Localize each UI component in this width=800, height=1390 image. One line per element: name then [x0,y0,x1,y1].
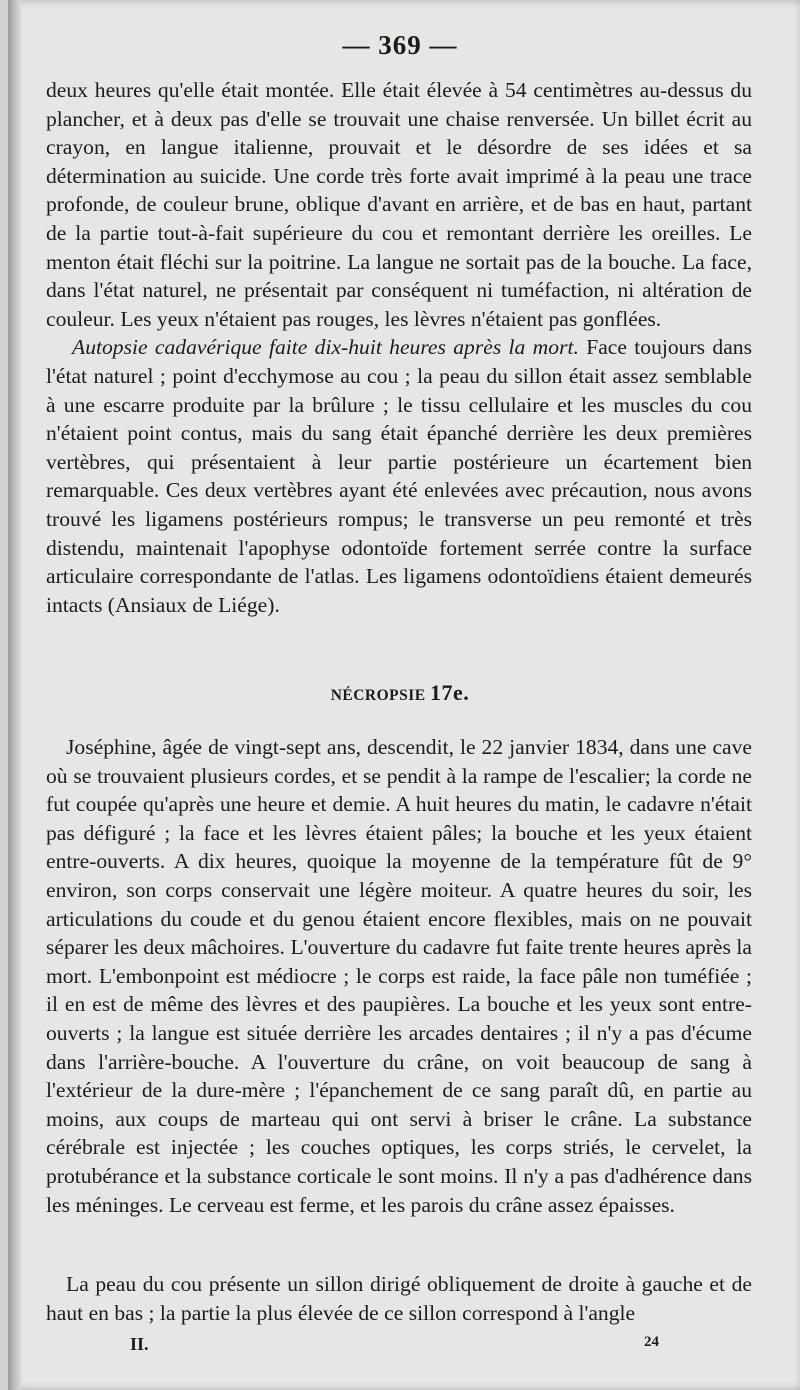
section-heading [0,680,800,706]
section-heading-number: 17e. [430,680,470,705]
section-heading-label: NÉCROPSIE [330,687,426,704]
paragraph-2-italic: Autopsie cadavérique faite dix-huit heures après la mort. [72,335,579,360]
page-number: — 369 — [342,30,458,60]
paragraph-2 [46,333,752,619]
paragraph-2-rest: Face toujours dans l'état naturel ; point d'ecchymose au cou ; la peau du sillon était assez semblable à une escarre produite par la brûlure ; le tissu cellulaire et les muscles du cou n'étaient point contus, mais du sang était épanché derrière les deux premières vertèbres, qui présentaient à leur partie postérieure un écartement bien remarquable. Ces deux vertèbres ayant été enlevées avec précaution, nous avons trouvé les ligamens postérieurs rompus; le transverse un peu remonté et très distendu, maintenait l'apophyse odontoïde fortement serrée contre la surface articulaire correspondante de l'atlas. Les ligamens odontoïdiens étaient demeurés intacts (Ansiaux de Liége). [46,335,752,617]
text-block-middle [46,733,752,1219]
footer-signature: 24 [644,1334,659,1350]
text-block-bottom [46,1270,752,1327]
paragraph-4: La peau du cou présente un sillon dirigé obliquement de droite à gauche et de haut en bas ; la partie la plus élevée de ce sillon correspond à l'angle [46,1272,752,1325]
paragraph-1: deux heures qu'elle était montée. Elle était élevée à 54 centimètres au-dessus du plancher, et à deux pas d'elle se trouvait une chaise renversée. Un billet écrit au crayon, en langue italienne, prouvait et le désordre de ses idées et sa détermination au suicide. Une corde très forte avait imprimé à la peau une trace profonde, de couleur brune, oblique d'avant en arrière, et de bas en haut, partant de la partie tout-à-fait supérieure du cou et remontant derrière les oreilles. Le menton était fléchi sur la poitrine. La langue ne sortait pas de la bouche. La face, dans l'état naturel, ne présentait par conséquent ni tuméfaction, ni altération de couleur. Les yeux n'étaient pas rouges, les lèvres n'étaient pas gonflées. [46,78,752,331]
text-block-top [46,76,752,619]
paragraph-3: Joséphine, âgée de vingt-sept ans, descendit, le 22 janvier 1834, dans une cave où se trouvaient plusieurs cordes, et se pendit à la rampe de l'escalier; la corde ne fut coupée qu'après une heure et demie. A huit heures du matin, le cadavre n'était pas défiguré ; la face et les lèvres étaient pâles; la bouche et les yeux étaient entre-ouverts. A dix heures, quoique la moyenne de la température fût de 9° environ, son corps conservait une légère moiteur. A quatre heures du soir, les articulations du coude et du genou étaient encore flexibles, mais on ne pouvait séparer les deux mâchoires. L'ouverture du cadavre fut faite trente heures après la mort. L'embonpoint est médiocre ; le corps est raide, la face pâle non tuméfiée ; il en est de même des lèvres et des paupières. La bouche et les yeux sont entre-ouverts ; la langue est située derrière les arcades dentaires ; il n'y a pas d'écume dans l'arrière-bouche. A l'ouverture du crâne, on voit beaucoup de sang à l'extérieur de la dure-mère ; l'épanchement de ce sang paraît dû, en partie au moins, aux coups de marteau qui ont servi à briser le crâne. La substance cérébrale est injectée ; les couches optiques, les corps striés, le cervelet, la protubérance et la substance corticale le sont moins. Il n'y a pas d'adhérence dans les méninges. Le cerveau est ferme, et les parois du crâne assez épaisses. [46,735,752,1217]
footer-volume: II. [130,1334,149,1354]
